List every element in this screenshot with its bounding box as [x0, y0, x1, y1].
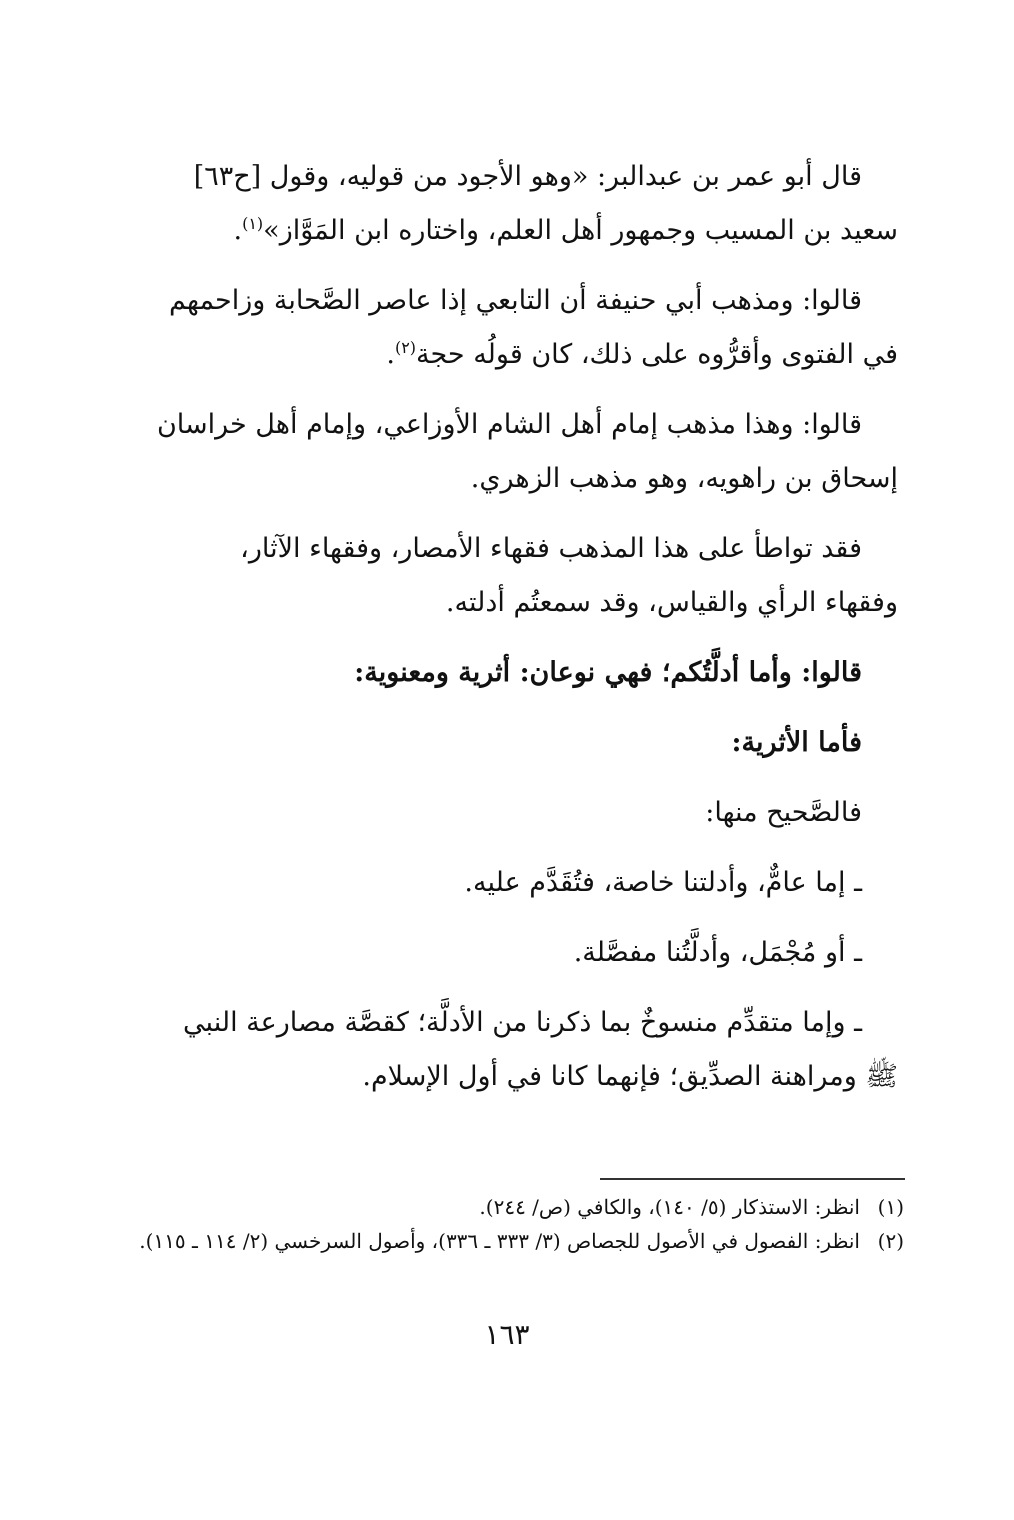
- paragraph-line: قالوا: وهذا مذهب إمام أهل الشام الأوزاعي، وإمام أهل خراسان: [156, 409, 862, 440]
- page-number: ١٦٣: [484, 1318, 530, 1351]
- label-sahih: فالصَّحيح منها:: [705, 797, 862, 828]
- footnotes: [128, 1190, 904, 1258]
- paragraph-line: ﷺ ومراهنة الصدِّيق؛ فإنهما كانا في أول الإسلام.: [362, 1061, 898, 1092]
- paragraph-ibn-abdalbarr: [128, 150, 898, 258]
- list-item: ـ إما عامٌّ، وأدلتنا خاصة، فتُقَدَّم عليه.: [464, 867, 862, 898]
- list-item: ـ أو مُجْمَل، وأدلَّتُنا مفصَّلة.: [573, 937, 862, 968]
- paragraph-line: [128, 204, 898, 258]
- paragraph-abu-hanifa: [128, 274, 898, 382]
- paragraph-fuqaha: [128, 522, 898, 630]
- paragraph-awzai: [128, 398, 898, 506]
- paragraph-line: قال أبو عمر بن عبدالبر: «وهو الأجود من قوليه، وقول [ح٦٣]: [193, 161, 862, 192]
- footnote-number: (١): [877, 1195, 904, 1219]
- paragraph-mansukh: [128, 996, 898, 1104]
- paragraph-line: وفقهاء الرأي والقياس، وقد سمعتُم أدلته.: [445, 587, 898, 618]
- paragraph-line: قالوا: ومذهب أبي حنيفة أن التابعي إذا عاصر الصَّحابة وزاحمهم: [169, 285, 862, 316]
- heading-athariya: فأما الأثرية:: [731, 727, 862, 758]
- heading-evidence-types: قالوا: وأما أدلَّتُكم؛ فهي نوعان: أثرية ومعنوية:: [354, 657, 862, 688]
- footnote-number: (٢): [877, 1229, 904, 1253]
- page-body: [128, 150, 898, 1350]
- paragraph-line: فقد تواطأ على هذا المذهب فقهاء الأمصار، وفقهاء الآثار،: [240, 533, 862, 564]
- footnote-divider: [600, 1178, 905, 1180]
- paragraph-tail: .: [233, 215, 243, 246]
- footnote-ref: (٢): [394, 338, 417, 357]
- footnote-text: انظر: الاستذكار (٥/ ١٤٠)، والكافي (ص/ ٢٤٤).: [479, 1195, 860, 1219]
- footnote-text: انظر: الفصول في الأصول للجصاص (٣/ ٣٣٣ ـ ٣٣٦)، وأصول السرخسي (٢/ ١١٤ ـ ١١٥).: [139, 1229, 860, 1253]
- paragraph-line: [128, 328, 898, 382]
- paragraph-line: إسحاق بن راهويه، وهو مذهب الزهري.: [470, 463, 898, 494]
- paragraph-line-text: سعيد بن المسيب وجمهور أهل العلم، واختاره ابن المَوَّاز»: [263, 215, 898, 246]
- paragraph-line-text: في الفتوى وأقرُّوه على ذلك، كان قولُه حجة: [416, 339, 898, 370]
- footnote-item: [128, 1224, 904, 1258]
- footnote-item: [128, 1190, 904, 1224]
- paragraph-line: ـ وإما متقدِّم منسوخٌ بما ذكرنا من الأدلَّة؛ كقصَّة مصارعة النبي: [183, 1007, 862, 1038]
- footnote-ref: (١): [242, 214, 264, 233]
- paragraph-tail: .: [386, 339, 395, 370]
